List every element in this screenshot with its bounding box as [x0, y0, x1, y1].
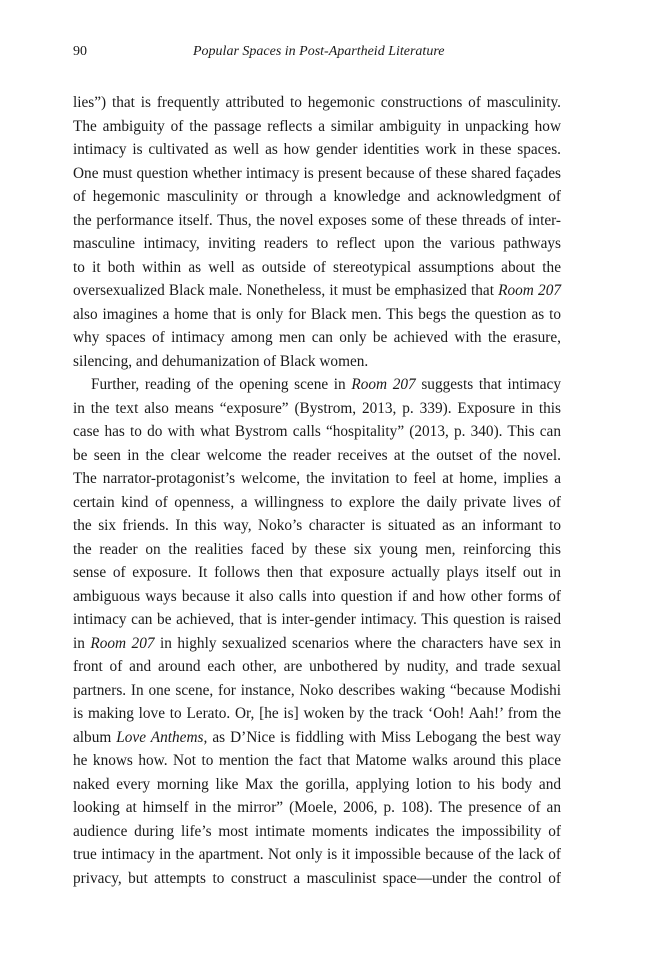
text-line	[73, 185, 561, 209]
text-line	[73, 491, 561, 515]
text-segment: in	[73, 634, 91, 652]
paragraph	[73, 373, 561, 890]
text-segment: he knows how. Not to mention the fact that Matome walks around this place	[73, 752, 561, 769]
text-segment: is making love to Lerato. Or, [he is] woken by the track ‘Ooh! Aah!’ from the	[73, 705, 561, 722]
text-line	[73, 115, 561, 139]
text-line	[73, 397, 561, 421]
running-header	[73, 40, 561, 64]
italic-title: Love Anthems,	[116, 728, 208, 746]
text-line	[73, 91, 561, 115]
text-line	[73, 162, 561, 186]
text-line	[73, 702, 561, 726]
text-line	[73, 655, 561, 679]
text-segment: lies”) that is frequently attributed to hegemonic constructions of masculinity.	[73, 94, 561, 111]
text-segment: sense of exposure. It follows then that exposure actually plays itself out in	[73, 564, 561, 581]
text-segment: also imagines a home that is only for Black men. This begs the question as to	[73, 305, 561, 323]
text-line	[73, 209, 561, 233]
text-line	[73, 467, 561, 491]
text-segment: masculine intimacy, inviting readers to reflect upon the various pathways	[73, 235, 561, 252]
text-segment: in the text also means “exposure” (Bystrom, 2013, p. 339). Exposure in this	[73, 399, 561, 417]
text-line	[73, 843, 561, 867]
text-segment: silencing, and dehumanization of Black women.	[73, 352, 369, 370]
text-segment: Further, reading of the opening scene in	[91, 376, 352, 393]
text-segment: front of and around each other, are unbothered by nudity, and trade sexual	[73, 658, 561, 675]
text-segment: The narrator-protagonist’s welcome, the invitation to feel at home, implies a	[73, 470, 561, 487]
text-line	[73, 138, 561, 162]
text-segment: suggests that intimacy	[415, 376, 561, 393]
text-segment: intimacy is cultivated as well as how gender identities work in these spaces.	[73, 141, 561, 158]
text-line	[73, 303, 561, 327]
text-line	[73, 585, 561, 609]
text-segment: as D’Nice is fiddling with Miss Lebogang the best way	[207, 728, 562, 746]
text-segment: naked every morning like Max the gorilla, applying lotion to his body and	[73, 775, 561, 793]
text-segment: the six friends. In this way, Noko’s character is situated as an informant to	[73, 517, 561, 534]
text-line	[73, 726, 561, 750]
italic-title: Room 207	[498, 282, 561, 299]
italic-title: Room 207	[351, 376, 416, 393]
text-line	[73, 608, 561, 632]
text-segment: case has to do with what Bystrom calls “hospitality” (2013, p. 340). This can	[73, 423, 561, 440]
text-segment: the reader on the realities faced by these six young men, reinforcing this	[73, 540, 561, 558]
text-line	[73, 679, 561, 703]
text-line	[73, 749, 561, 773]
text-segment: privacy, but attempts to construct a masculinist space—under the control of	[73, 869, 561, 887]
text-segment: audience during life’s most intimate moments indicates the impossibility of	[73, 822, 561, 840]
text-segment: album	[73, 728, 117, 746]
text-line	[73, 514, 561, 538]
text-line	[73, 350, 561, 374]
text-segment: true intimacy in the apartment. Not only is it impossible because of the lack of	[73, 846, 561, 863]
text-segment: partners. In one scene, for instance, Noko describes waking “because Modishi	[73, 681, 561, 699]
text-segment: certain kind of openness, a willingness to explore the daily private lives of	[73, 493, 561, 511]
text-segment: why spaces of intimacy among men can only be achieved with the erasure,	[73, 329, 561, 346]
text-line	[73, 796, 561, 820]
text-segment: the performance itself. Thus, the novel exposes some of these threads of inter-	[73, 211, 561, 229]
text-line	[73, 867, 561, 891]
text-segment: be seen in the clear welcome the reader receives at the outset of the novel.	[73, 446, 561, 464]
text-line	[73, 561, 561, 585]
text-segment: One must question whether intimacy is present because of these shared façades	[73, 164, 561, 182]
text-line	[73, 538, 561, 562]
paragraph	[73, 91, 561, 373]
italic-title: Room 207	[90, 634, 155, 652]
text-segment: ambiguous ways because it also calls into question if and how other forms of	[73, 587, 561, 605]
text-line	[73, 773, 561, 797]
text-segment: of hegemonic masculinity or through a knowledge and acknowledgment of	[73, 188, 561, 205]
text-segment: The ambiguity of the passage reflects a similar ambiguity in unpacking how	[73, 117, 561, 135]
text-line	[73, 420, 561, 444]
text-line	[73, 256, 561, 280]
text-line	[73, 373, 561, 397]
text-line	[73, 444, 561, 468]
page-number: 90	[73, 44, 87, 59]
text-line	[73, 279, 561, 303]
text-segment: in highly sexualized scenarios where the characters have sex in	[154, 634, 561, 652]
book-page	[73, 40, 561, 890]
text-line	[73, 326, 561, 350]
text-line	[73, 632, 561, 656]
text-segment: to it both within as well as outside of stereotypical assumptions about the	[73, 258, 561, 276]
text-line	[73, 232, 561, 256]
body-text	[73, 91, 561, 890]
running-title: Popular Spaces in Post-Apartheid Literature	[193, 44, 445, 59]
text-segment: intimacy can be achieved, that is inter-gender intimacy. This question is raised	[73, 611, 561, 628]
text-segment: looking at himself in the mirror” (Moele, 2006, p. 108). The presence of an	[73, 799, 561, 816]
text-segment: oversexualized Black male. Nonetheless, it must be emphasized that	[73, 282, 499, 299]
text-line	[73, 820, 561, 844]
